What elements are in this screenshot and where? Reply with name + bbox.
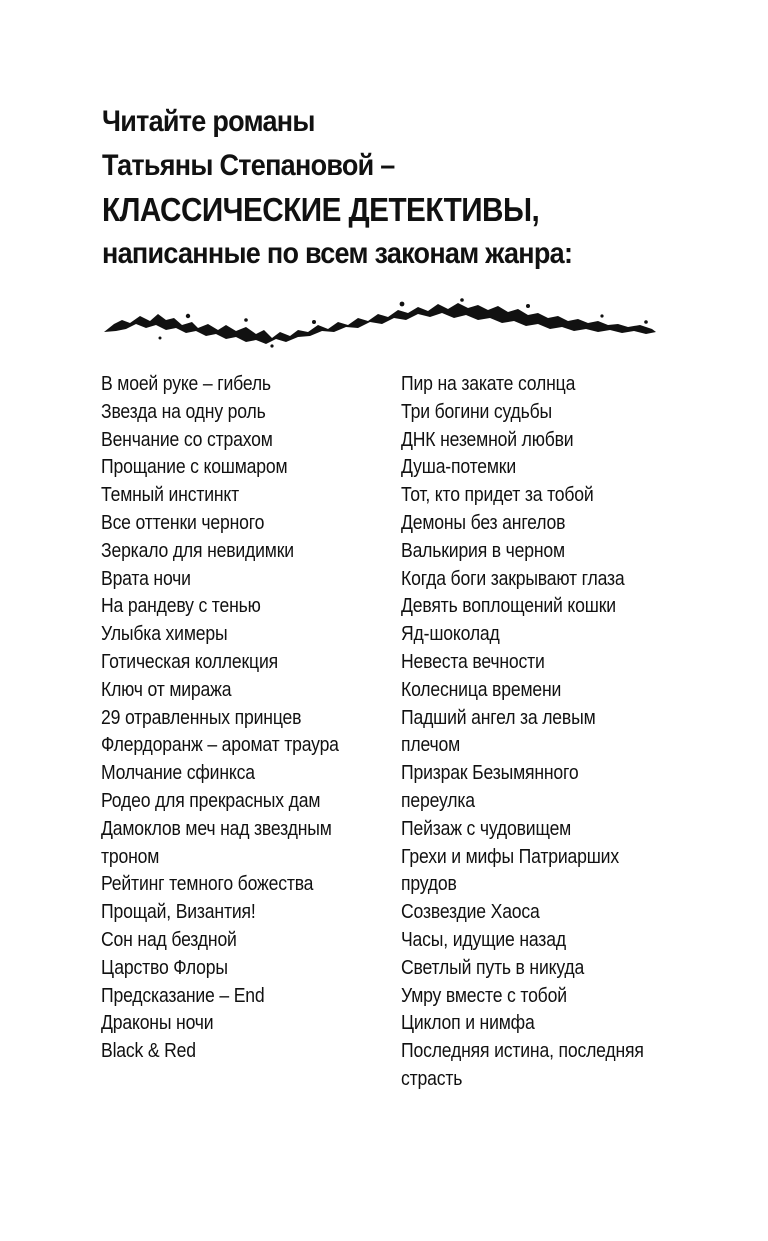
book-list-left <box>101 371 371 1066</box>
book-title: Предсказание – End <box>101 984 265 1007</box>
book-title: прудов <box>401 873 457 896</box>
book-title: Родео для прекрасных дам <box>101 789 321 812</box>
book-title: Падший ангел за левым <box>401 706 596 729</box>
book-title: Врата ночи <box>101 567 191 590</box>
book-title: Валькирия в черном <box>401 539 565 562</box>
book-title: Яд-шоколад <box>401 623 500 646</box>
heading-line-3: КЛАССИЧЕСКИЕ ДЕТЕКТИВЫ, <box>102 191 540 228</box>
book-title: Ключ от миража <box>101 678 232 701</box>
book-title: Звезда на одну роль <box>101 400 266 423</box>
book-title: плечом <box>401 734 461 757</box>
page-heading <box>102 100 624 276</box>
book-title: В моей руке – гибель <box>101 373 271 395</box>
book-title: Циклоп и нимфа <box>401 1012 535 1035</box>
heading-line-2: Татьяны Степановой – <box>102 149 395 182</box>
book-title: Призрак Безымянного <box>401 762 579 785</box>
book-title: Душа-потемки <box>401 456 516 479</box>
book-title: Сон над бездной <box>101 928 237 951</box>
book-title: Умру вместе с тобой <box>401 984 567 1007</box>
book-title: Зеркало для невидимки <box>101 539 294 562</box>
book-title: Когда боги закрывают глаза <box>401 567 625 590</box>
book-title: троном <box>101 845 160 868</box>
book-title: Тот, кто придет за тобой <box>401 484 594 507</box>
book-title: Царство Флоры <box>101 956 228 979</box>
heading-line-4: написанные по всем законам жанра: <box>102 237 573 270</box>
heading-line-1: Читайте романы <box>102 105 315 138</box>
book-title: Грехи и мифы Патриарших <box>401 845 619 868</box>
book-title: Пир на закате солнца <box>401 373 576 395</box>
book-title: Венчание со страхом <box>101 428 273 451</box>
book-title: Улыбка химеры <box>101 623 228 646</box>
book-title: Демоны без ангелов <box>401 511 566 534</box>
book-title: 29 отравленных принцев <box>101 706 302 729</box>
book-title: Пейзаж с чудовищем <box>401 817 572 840</box>
book-title: Колесница времени <box>401 678 562 701</box>
book-title: Созвездие Хаоса <box>401 901 540 924</box>
book-title: Дамоклов меч над звездным <box>101 817 332 840</box>
book-title: Невеста вечности <box>401 650 545 673</box>
book-title: Часы, идущие назад <box>401 928 566 951</box>
book-title: Три богини судьбы <box>401 400 553 423</box>
book-title: Готическая коллекция <box>101 650 278 673</box>
book-title: Флердоранж – аромат траура <box>101 734 339 757</box>
book-title: Драконы ночи <box>101 1012 214 1035</box>
book-title: ДНК неземной любви <box>401 428 574 451</box>
book-title: Светлый путь в никуда <box>401 956 585 979</box>
book-title: Девять воплощений кошки <box>401 595 616 618</box>
book-title: Последняя истина, последняя <box>401 1040 644 1063</box>
ornamental-divider-icon <box>100 294 660 350</box>
book-title: Рейтинг темного божества <box>101 873 314 896</box>
book-title: Темный инстинкт <box>101 484 240 507</box>
book-list-right <box>401 371 677 1094</box>
book-title: Прощание с кошмаром <box>101 456 288 479</box>
book-title: страсть <box>401 1067 463 1090</box>
book-title: Молчание сфинкса <box>101 762 255 785</box>
book-title: Все оттенки черного <box>101 511 265 534</box>
book-title: Прощай, Византия! <box>101 901 256 924</box>
book-title: переулка <box>401 789 475 812</box>
book-title: На рандеву с тенью <box>101 595 261 618</box>
book-title: Black & Red <box>101 1040 196 1063</box>
